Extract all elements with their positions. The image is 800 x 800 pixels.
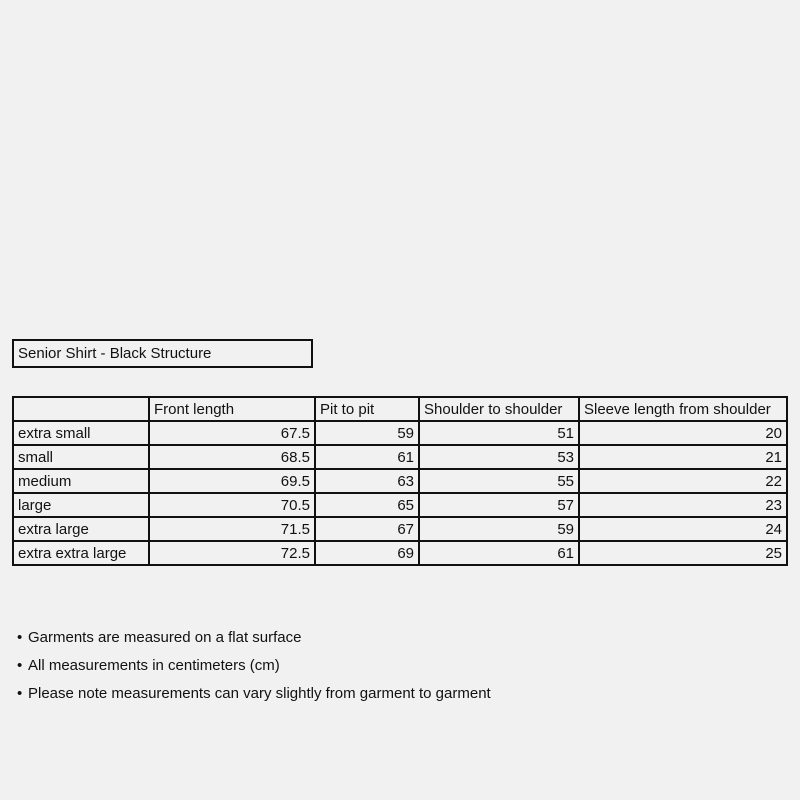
size-chart-table <box>12 396 788 566</box>
shoulder-to-shoulder-value: 61 <box>419 541 579 565</box>
shoulder-to-shoulder-value: 59 <box>419 517 579 541</box>
sleeve-length-value: 21 <box>579 445 787 469</box>
size-label: extra small <box>13 421 149 445</box>
front-length-value: 69.5 <box>149 469 315 493</box>
front-length-value: 71.5 <box>149 517 315 541</box>
size-label: small <box>13 445 149 469</box>
bullet-icon: • <box>17 685 23 702</box>
sleeve-length-value: 20 <box>579 421 787 445</box>
front-length-value: 68.5 <box>149 445 315 469</box>
table-row <box>13 541 787 565</box>
note-text: Garments are measured on a flat surface <box>28 629 302 646</box>
bullet-icon: • <box>17 629 23 646</box>
header-cell-shoulder-to-shoulder: Shoulder to shoulder <box>419 397 579 421</box>
sleeve-length-value: 22 <box>579 469 787 493</box>
table-row <box>13 445 787 469</box>
header-cell-pit-to-pit: Pit to pit <box>315 397 419 421</box>
size-label: extra extra large <box>13 541 149 565</box>
size-label: large <box>13 493 149 517</box>
table-row <box>13 421 787 445</box>
measurement-notes <box>17 627 491 711</box>
table-row <box>13 517 787 541</box>
table-row <box>13 469 787 493</box>
shoulder-to-shoulder-value: 57 <box>419 493 579 517</box>
header-cell-sleeve-length: Sleeve length from shoulder <box>579 397 787 421</box>
pit-to-pit-value: 63 <box>315 469 419 493</box>
front-length-value: 70.5 <box>149 493 315 517</box>
product-title: Senior Shirt - Black Structure <box>12 339 313 368</box>
note-item <box>17 683 491 711</box>
note-text: Please note measurements can vary slightly from garment to garment <box>28 685 491 702</box>
size-label: extra large <box>13 517 149 541</box>
table-header-row <box>13 397 787 421</box>
shoulder-to-shoulder-value: 51 <box>419 421 579 445</box>
size-label: medium <box>13 469 149 493</box>
note-item <box>17 655 491 683</box>
sleeve-length-value: 25 <box>579 541 787 565</box>
bullet-icon: • <box>17 657 23 674</box>
header-cell-size <box>13 397 149 421</box>
table-row <box>13 493 787 517</box>
note-item <box>17 627 491 655</box>
pit-to-pit-value: 69 <box>315 541 419 565</box>
pit-to-pit-value: 61 <box>315 445 419 469</box>
note-text: All measurements in centimeters (cm) <box>28 657 280 674</box>
shoulder-to-shoulder-value: 53 <box>419 445 579 469</box>
front-length-value: 67.5 <box>149 421 315 445</box>
pit-to-pit-value: 65 <box>315 493 419 517</box>
pit-to-pit-value: 67 <box>315 517 419 541</box>
shoulder-to-shoulder-value: 55 <box>419 469 579 493</box>
sleeve-length-value: 24 <box>579 517 787 541</box>
pit-to-pit-value: 59 <box>315 421 419 445</box>
sleeve-length-value: 23 <box>579 493 787 517</box>
front-length-value: 72.5 <box>149 541 315 565</box>
header-cell-front-length: Front length <box>149 397 315 421</box>
